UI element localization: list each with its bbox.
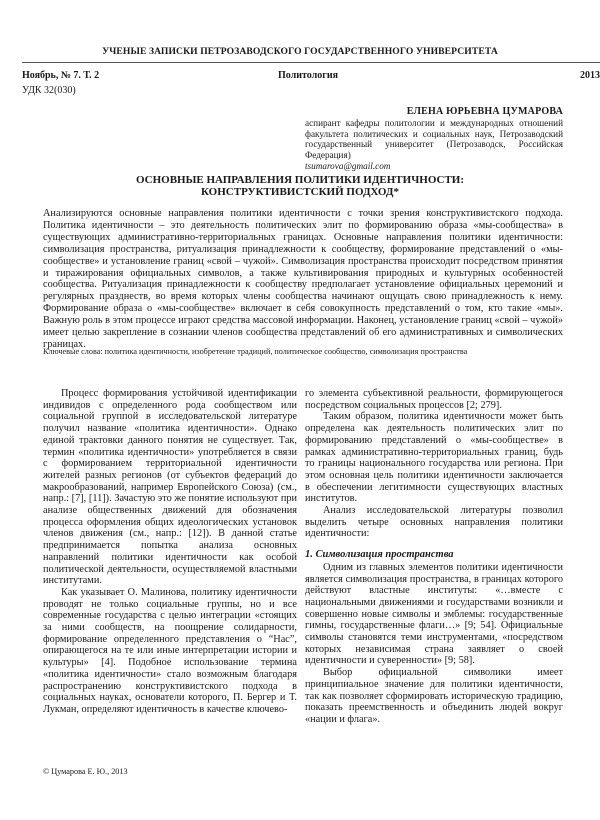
author-affiliation: аспирант кафедры политологии и международных отношений факультета политических и социальных наук, Петрозаводский государственный университет (Петрозаводск, Российская Федерация) [305,118,563,160]
body-paragraph: Процесс формирования устойчивой идентификации индивидов с определенного рода сообществом или социальной группой в исследовательской литературе получил название «политика идентичности». Однако единой трактовки данного понятия не существует. Так, термин «политика идентичности» употребляется в связи с формированием территориальной идентичности жителей разных регионов (от субъектов федераций до макрообразований, например Европейского Союза) (см., напр.: [7], [11]). Зачастую это же понятие используют при анализе общественных движений для обозначения процесса оформления общих идеологических установок членов движения (см., напр.: [12]). В данной статье предпринимается попытка анализа основных направлений политики идентичности как особой политической деятельности, осуществляемой властными институтами. [43,388,297,587]
section-heading: 1. Символизация пространства [305,549,454,561]
body-paragraph-continuation: го элемента субъективной реальности, формирующегося посредством социальных процессов [2; 279]. [305,388,563,411]
keywords: Ключевые слова: политика идентичности, изобретение традиций, политическое сообщество, символизация пространства [43,347,468,356]
issue-number: Ноябрь, № 7. Т. 2 [22,70,100,81]
author-name: ЕЛЕНА ЮРЬЕВНА ЦУМАРОВА [406,106,563,117]
article-title-line-2: КОНСТРУКТИВИСТСКИЙ ПОДХОД* [200,186,400,198]
body-right-column [305,388,563,726]
body-paragraph: Анализ исследовательской литературы позволил выделить четыре основных направления политики идентичности: [305,505,563,540]
header-rule [22,62,600,63]
body-paragraph: Таким образом, политика идентичности может быть определена как деятельность политических элит по формированию представлений о «мы-сообществе» в рамках административно-территориальных границ, будь то границы национального государства или региона. При этом основная цель политики идентичности заключается в обеспечении легитимности существующих властных институтов. [305,411,563,505]
body-paragraph: Выбор официальной символики имеет принципиальное значение для политики идентичности, так как позволяет сформировать историческую традицию, показать преемственность и объединить людей вокруг «нации и флага». [305,667,563,725]
author-email[interactable]: tsumarova@gmail.com [305,161,391,171]
body-paragraph: Одним из главных элементов политики идентичности является символизация пространства, в границах которого действуют властные институты: «…вместе с национальными движениями и государствами возникли и совершенно новые символы и эмблемы: государственные гимны, государственные флаги…» [9; 54]. Официальные символы становятся теми инструментами, «посредством которых независимая страна заявляет о своей идентичности и суверенности» [9; 58]. [305,561,563,667]
journal-section: Политология [278,70,338,81]
copyright-notice: © Цумарова Е. Ю., 2013 [43,767,128,776]
body-paragraph: Как указывает О. Малинова, политику идентичности проводят не только социальные группы, но и все современные государства с целью интеграции «стоящих за ними сообществ, на поощрение солидарности, формирование определенного представления о “Нас”, опирающегося на те или иные интерпретации истории и культуры» [4]. Подобное использование термина «политика идентичности» стало возможным благодаря распространению конструктивистского подхода в социальных науках, основатели которого, П. Бергер и Т. Лукман, определяют идентичность в качестве ключево- [43,586,297,715]
article-title-line-1: ОСНОВНЫЕ НАПРАВЛЕНИЯ ПОЛИТИКИ ИДЕНТИЧНОСТИ: [135,174,465,186]
body-left-column [43,388,297,716]
journal-title: УЧЕНЫЕ ЗАПИСКИ ПЕТРОЗАВОДСКОГО ГОСУДАРСТВЕННОГО УНИВЕРСИТЕТА [102,46,498,57]
abstract: Анализируются основные направления политики идентичности с точки зрения конструктивистского подхода. Политика идентичности – это деятельность политических элит по формированию образа «мы-сообщества» в существующих административно-территориальных границах. Основные направления политики идентичности: символизация пространства, ритуализация принадлежности к сообществу, формирование представлений о «мы-сообществе» и установление границ «свой – чужой». Символизация пространства происходит посредством принятия и тиражирования официальных символов, а также культивирования природных и культурных особенностей сообщества. Ритуализация принадлежности к сообществу предполагает установление официальных церемоний и регулярных празднеств, во время которых члены сообщества начинают ощущать свою принадлежность к нему. Формирование образа о «мы-сообществе» включает в себя совокупность представлений о том, кто такие «мы». Важную роль в этом процессе играют средства массовой информации. Наконец, установление границ «свой – чужой» имеет целью закрепление в сознании членов сообщества представлений об его административных и символических границах. [43,208,563,350]
udc-code: УДК 32(030) [22,85,76,96]
publication-year: 2013 [580,70,600,81]
article-title [0,174,600,198]
